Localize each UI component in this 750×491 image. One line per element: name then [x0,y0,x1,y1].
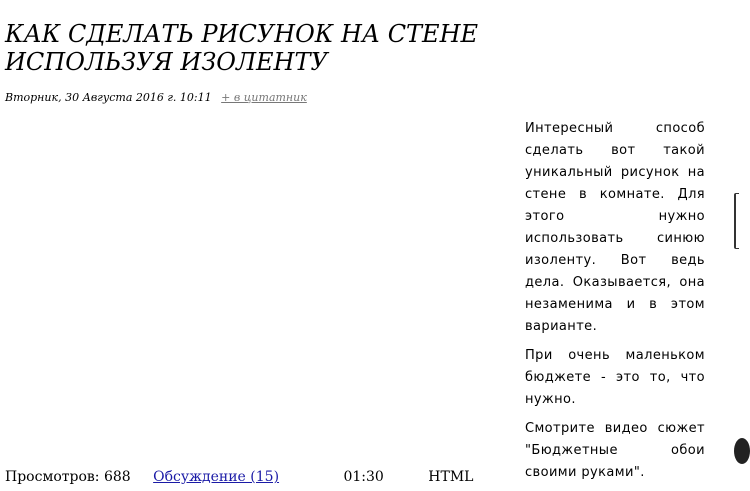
comments-link[interactable]: Обсуждение (15) [153,469,280,485]
floating-action-button[interactable] [734,438,750,464]
post-paragraph: Интересный способ сделать вот такой уникальный рисунок на стене в комнате. Для этого нужно использовать синюю изоленту. Вот ведь дела. Оказывается, она незаменима и в этом варианте. [525,121,705,334]
post-title: КАК СДЕЛАТЬ РИСУНОК НА СТЕНЕ ИСПОЛЬЗУЯ ИЗОЛЕНТУ [5,20,479,76]
side-panel-tab[interactable] [734,193,739,249]
post-paragraph: При очень маленьком бюджете - это то, что нужно. [525,348,705,407]
post-meta [5,91,307,104]
video-embed-area[interactable] [5,120,510,465]
html-embed-link[interactable]: HTML [428,469,474,485]
views-count: Просмотров: 688 [5,469,131,485]
post-body [525,118,705,491]
video-duration: 01:30 [343,469,384,485]
post-date: Вторник, 30 Августа 2016 г. 10:11 [5,91,212,104]
add-to-quotes-link[interactable]: + в цитатник [221,91,307,104]
post-footer [5,467,474,485]
post-paragraph: Смотрите видео сюжет "Бюджетные обои своими руками". [525,421,705,480]
